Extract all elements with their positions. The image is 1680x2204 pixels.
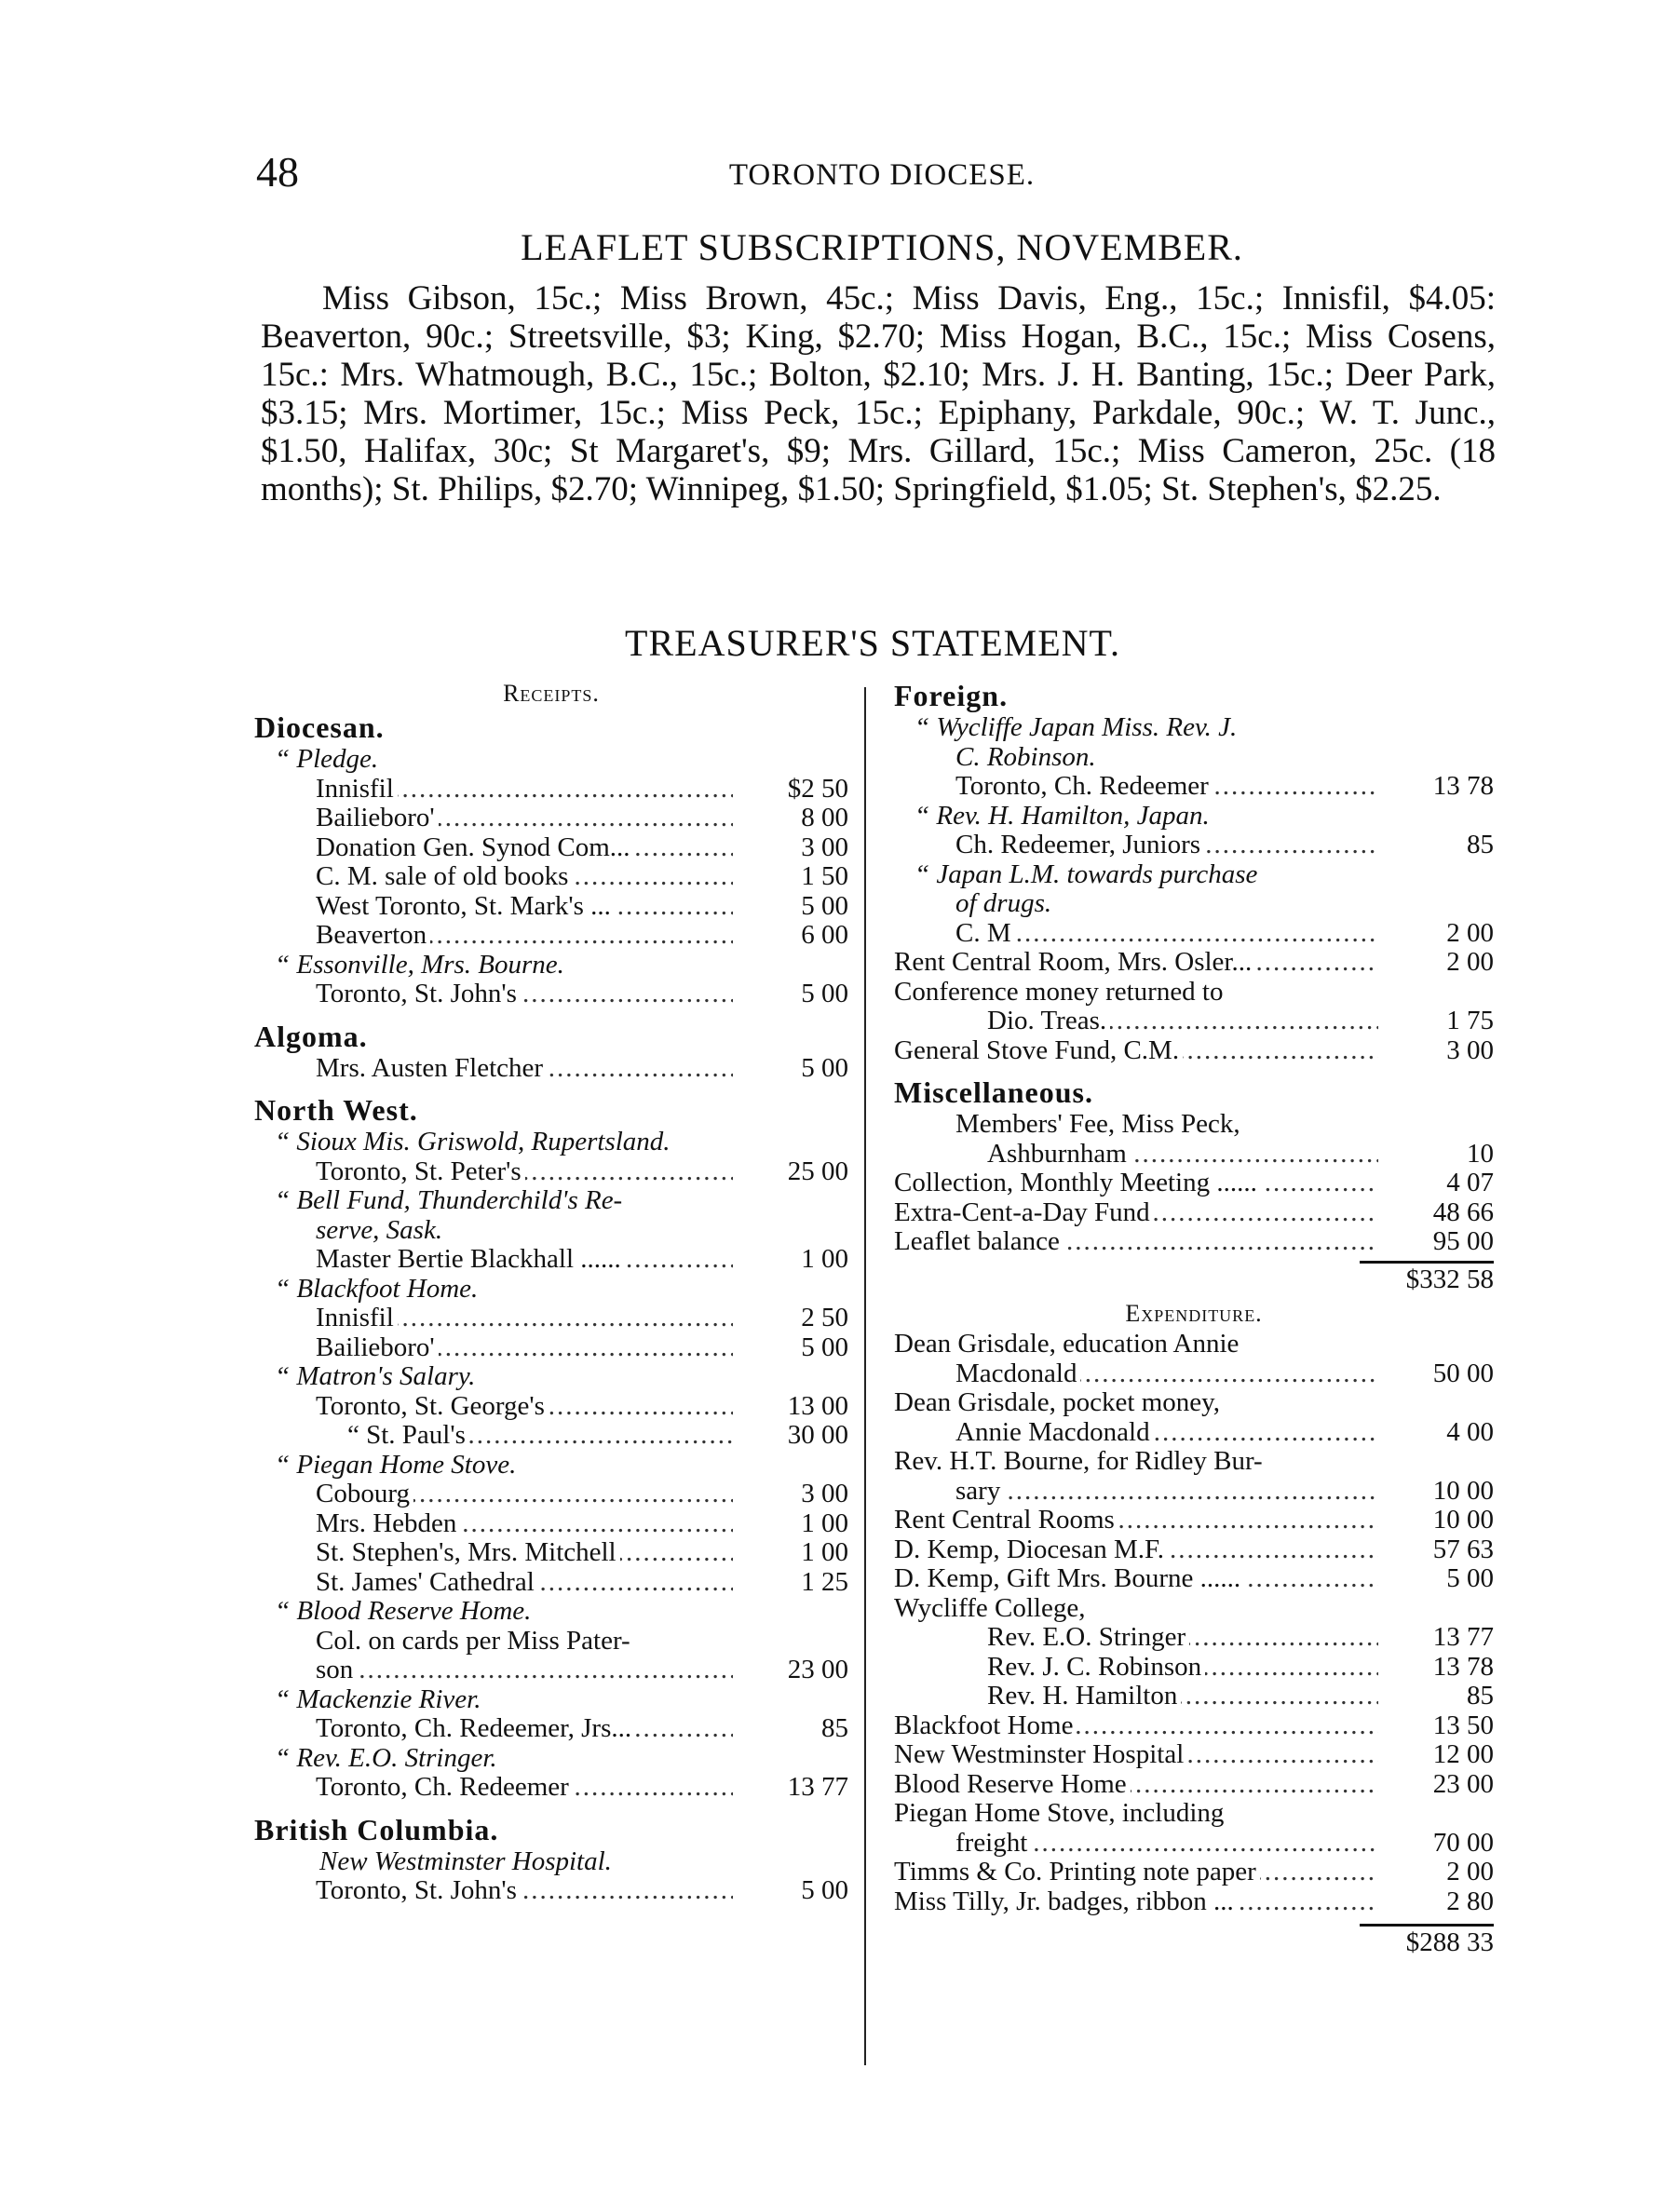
row-label: Blackfoot Home xyxy=(894,1711,1077,1740)
foreign-list xyxy=(894,678,1494,1257)
row-amount: 85 xyxy=(1467,1681,1494,1710)
row-label: “ St. Paul's xyxy=(347,1421,469,1450)
statement-row xyxy=(894,889,1494,919)
statement-row xyxy=(894,860,1494,890)
statement-row xyxy=(894,1447,1494,1477)
row-label: Rev. E.O. Stringer xyxy=(987,1623,1189,1652)
row-label: “ Piegan Home Stove. xyxy=(275,1451,520,1480)
row-label: Beaverton xyxy=(316,921,430,950)
statement-row xyxy=(894,1594,1494,1624)
row-amount: 48 66 xyxy=(1432,1197,1494,1227)
row-label: Blood Reserve Home xyxy=(894,1770,1131,1799)
row-label: “ Rev. H. Hamilton, Japan. xyxy=(915,802,1213,831)
statement-row xyxy=(894,1198,1494,1228)
statement-row xyxy=(894,1623,1494,1653)
row-label: Cobourg xyxy=(316,1480,413,1508)
statement-row xyxy=(254,1744,848,1774)
row-label: “ Blood Reserve Home. xyxy=(275,1597,535,1626)
receipts-total: $332 58 xyxy=(1405,1264,1494,1294)
row-label: Mrs. Hebden xyxy=(316,1509,460,1538)
row-label: freight xyxy=(955,1829,1031,1858)
row-amount: 3 00 xyxy=(801,1479,848,1508)
leaflet-paragraph: Miss Gibson, 15c.; Miss Brown, 45c.; Miss Davis, Eng., 15c.; Innisfil, $4.05: Beaverton, 90c.; Streetsville, $3; King, $2.70; Miss Hogan, B.C., 15c.; Miss Cosens, 15c.: Mrs. Whatmough, B.C., 15c.; Bolton, $2.10; Mrs. J. H. Banting, 15c.; Deer Park, $3.15; Mrs. Mortimer, 15c.; Miss Peck, 15c.; Epiphany, Parkdale, 90c.; W. T. Junc., $1.50, Halifax, 30c; St Margaret's, $9; Mrs. Gillard, 15c.; Miss Cameron, 25c. (18 months); St. Philips, $2.70; Winnipeg, $1.50; Springfield, $1.05; St. Stephen's, $2.25. xyxy=(261,279,1496,508)
row-label: Conference money returned to xyxy=(894,978,1227,1007)
statement-row xyxy=(254,1216,848,1246)
row-amount: 13 77 xyxy=(787,1772,848,1802)
row-label: Toronto, St. John's xyxy=(316,980,521,1008)
expenditure-total: $288 33 xyxy=(1405,1927,1494,1957)
row-label: Miss Tilly, Jr. badges, ribbon ... xyxy=(894,1887,1238,1916)
row-amount: 10 00 xyxy=(1432,1475,1494,1506)
row-amount: 13 78 xyxy=(1432,1651,1494,1682)
statement-row xyxy=(254,862,848,892)
statement-row xyxy=(894,1506,1494,1535)
row-amount: 4 00 xyxy=(1446,1416,1494,1447)
section-heading xyxy=(254,1019,848,1054)
statement-row xyxy=(254,1876,848,1906)
statement-row xyxy=(254,804,848,833)
statement-row xyxy=(254,1054,848,1084)
statement-row xyxy=(254,951,848,980)
row-amount: 1 00 xyxy=(801,1508,848,1538)
statement-row xyxy=(894,978,1494,1007)
row-label: Extra-Cent-a-Day Fund xyxy=(894,1198,1154,1227)
statement-row xyxy=(894,1477,1494,1507)
row-amount: 13 50 xyxy=(1432,1710,1494,1740)
row-label: son xyxy=(316,1656,357,1684)
row-label: C. Robinson. xyxy=(955,743,1100,772)
statement-row xyxy=(894,1799,1494,1829)
page-number: 48 xyxy=(256,148,299,196)
row-label: “ Essonville, Mrs. Bourne. xyxy=(275,951,568,980)
row-label: Ashburnham xyxy=(987,1140,1131,1169)
row-label: C. M xyxy=(955,919,1015,948)
row-amount: 2 00 xyxy=(1446,1857,1494,1886)
row-label: Bailieboro' xyxy=(316,804,439,832)
row-amount: $2 50 xyxy=(787,773,848,804)
statement-row xyxy=(254,1275,848,1305)
statement-row xyxy=(254,892,848,922)
row-amount: 1 75 xyxy=(1446,1006,1494,1035)
row-amount: 1 00 xyxy=(801,1244,848,1274)
statement-row xyxy=(254,1333,848,1363)
row-label: Rent Central Rooms xyxy=(894,1506,1118,1535)
row-label: Mrs. Austen Fletcher xyxy=(316,1054,547,1083)
row-label: Collection, Monthly Meeting ...... xyxy=(894,1169,1261,1197)
row-label: Rev. H. Hamilton xyxy=(987,1682,1181,1710)
statement-row xyxy=(894,1140,1494,1170)
statement-row xyxy=(254,1597,848,1627)
row-amount: 57 63 xyxy=(1432,1534,1494,1564)
row-amount: 50 00 xyxy=(1432,1358,1494,1388)
statement-row xyxy=(254,1714,848,1744)
foreign-column xyxy=(894,678,1494,1958)
row-label: Toronto, St. John's xyxy=(316,1876,521,1905)
row-label: “ Wycliffe Japan Miss. Rev. J. xyxy=(915,713,1240,742)
row-label: Rent Central Room, Mrs. Osler... xyxy=(894,948,1255,977)
row-label: Foreign. xyxy=(894,679,1011,712)
receipts-heading: Receipts. xyxy=(503,680,600,707)
row-amount: 85 xyxy=(821,1713,848,1743)
row-label: Bailieboro' xyxy=(316,1333,439,1362)
row-amount: 8 00 xyxy=(801,803,848,832)
statement-row xyxy=(254,1186,848,1216)
treasurer-heading: TREASURER'S STATEMENT. xyxy=(625,622,1120,664)
row-amount: 5 00 xyxy=(801,1332,848,1362)
row-amount: 23 00 xyxy=(787,1655,848,1684)
statement-row xyxy=(894,1858,1494,1887)
row-amount: 3 00 xyxy=(1446,1034,1494,1065)
row-amount: 13 77 xyxy=(1432,1622,1494,1652)
expenditure-total-row xyxy=(894,1928,1494,1958)
row-amount: 2 80 xyxy=(1446,1886,1494,1916)
statement-row xyxy=(254,1245,848,1275)
statement-row xyxy=(254,1451,848,1481)
row-label: New Westminster Hospital xyxy=(894,1740,1187,1769)
statement-row xyxy=(254,1538,848,1568)
row-label: “ Japan L.M. towards purchase xyxy=(915,860,1261,889)
statement-row xyxy=(254,1304,848,1333)
statement-row xyxy=(254,1509,848,1539)
section-heading xyxy=(254,710,848,745)
row-amount: 25 00 xyxy=(787,1156,848,1186)
row-label: “ Rev. E.O. Stringer. xyxy=(275,1744,501,1773)
row-label: Wycliffe College, xyxy=(894,1594,1089,1623)
row-amount: 12 00 xyxy=(1432,1739,1494,1769)
section-heading xyxy=(254,1092,848,1128)
row-label: North West. xyxy=(254,1093,422,1127)
section-heading xyxy=(894,678,1494,713)
row-amount: 5 00 xyxy=(1446,1563,1494,1593)
row-label: Donation Gen. Synod Com... xyxy=(316,833,634,862)
statement-row xyxy=(254,1392,848,1422)
statement-row xyxy=(894,1388,1494,1418)
row-label: Rev. J. C. Robinson xyxy=(987,1653,1205,1682)
statement-row xyxy=(254,745,848,775)
row-label: Macdonald xyxy=(955,1359,1080,1388)
expenditure-heading: Expenditure. xyxy=(1125,1300,1263,1327)
statement-row xyxy=(254,1627,848,1656)
statement-row xyxy=(894,1330,1494,1359)
row-amount: 5 00 xyxy=(801,1052,848,1083)
row-label: Master Bertie Blackhall ...... xyxy=(316,1245,625,1274)
row-label: Timms & Co. Printing note paper xyxy=(894,1858,1260,1886)
row-label: St. James' Cathedral xyxy=(316,1568,538,1597)
receipts-column xyxy=(254,678,848,1906)
row-label: serve, Sask. xyxy=(316,1216,446,1245)
statement-row xyxy=(894,802,1494,832)
statement-row xyxy=(894,948,1494,978)
running-head: TORONTO DIOCESE. xyxy=(728,158,1036,192)
row-label: Ch. Redeemer, Juniors xyxy=(955,831,1204,859)
row-amount: 13 00 xyxy=(787,1390,848,1421)
row-label: sary xyxy=(955,1477,1004,1506)
row-label: Innisfil xyxy=(316,1304,398,1332)
row-label: “ Mackenzie River. xyxy=(275,1685,484,1714)
row-label: “ Sioux Mis. Griswold, Rupertsland. xyxy=(275,1128,674,1156)
row-amount: 2 00 xyxy=(1446,947,1494,977)
row-label: Col. on cards per Miss Pater- xyxy=(316,1627,634,1656)
statement-row xyxy=(894,1110,1494,1140)
row-label: Leaflet balance xyxy=(894,1227,1064,1256)
statement-row xyxy=(894,1653,1494,1683)
row-label: Miscellaneous. xyxy=(894,1075,1097,1109)
row-amount: 2 00 xyxy=(1446,917,1494,948)
statement-row xyxy=(254,775,848,805)
row-label: “ Blackfoot Home. xyxy=(275,1275,481,1304)
row-amount: 85 xyxy=(1467,830,1494,859)
statement-row xyxy=(894,1227,1494,1257)
row-amount: 3 00 xyxy=(801,832,848,862)
leaflet-heading: LEAFLET SUBSCRIPTIONS, NOVEMBER. xyxy=(521,226,1243,268)
statement-row xyxy=(894,1887,1494,1917)
row-amount: 5 00 xyxy=(801,1875,848,1905)
statement-row xyxy=(254,1656,848,1685)
row-label: D. Kemp, Gift Mrs. Bourne ...... xyxy=(894,1564,1244,1593)
statement-row xyxy=(254,1157,848,1187)
statement-row xyxy=(894,1740,1494,1770)
statement-row xyxy=(894,919,1494,949)
row-label: D. Kemp, Diocesan M.F. xyxy=(894,1535,1168,1564)
statement-row xyxy=(894,1418,1494,1448)
statement-row xyxy=(894,1535,1494,1565)
row-label: of drugs. xyxy=(955,889,1055,918)
row-label: Annie Macdonald xyxy=(955,1418,1154,1447)
column-divider xyxy=(864,687,866,2065)
row-amount: 4 07 xyxy=(1446,1168,1494,1197)
row-label: Toronto, St. George's xyxy=(316,1392,549,1421)
statement-row xyxy=(894,831,1494,860)
row-label: Toronto, Ch. Redeemer xyxy=(955,772,1213,801)
statement-row xyxy=(254,1773,848,1803)
row-amount: 23 00 xyxy=(1432,1768,1494,1799)
row-label: Piegan Home Stove, including xyxy=(894,1799,1227,1828)
row-amount: 95 00 xyxy=(1432,1226,1494,1256)
row-label: Toronto, Ch. Redeemer, Jrs... xyxy=(316,1714,635,1743)
row-label: West Toronto, St. Mark's ... xyxy=(316,892,615,921)
row-amount: 30 00 xyxy=(787,1420,848,1450)
row-label: “ Bell Fund, Thunderchild's Re- xyxy=(275,1186,626,1215)
row-amount: 10 00 xyxy=(1432,1505,1494,1535)
row-label: Members' Fee, Miss Peck, xyxy=(955,1110,1244,1139)
row-label: Dean Grisdale, pocket money, xyxy=(894,1388,1224,1417)
row-amount: 70 00 xyxy=(1432,1827,1494,1858)
statement-row xyxy=(894,1359,1494,1389)
section-heading xyxy=(254,1812,848,1847)
row-label: St. Stephen's, Mrs. Mitchell xyxy=(316,1538,620,1567)
statement-row xyxy=(894,1036,1494,1066)
row-label: Dio. Treas. xyxy=(987,1007,1110,1035)
row-amount: 5 00 xyxy=(801,979,848,1008)
row-amount: 13 78 xyxy=(1432,771,1494,801)
row-label: Diocesan. xyxy=(254,710,388,744)
statement-row xyxy=(894,1564,1494,1594)
statement-row xyxy=(894,743,1494,773)
row-label: C. M. sale of old books xyxy=(316,862,572,891)
statement-row xyxy=(894,1682,1494,1711)
row-label: New Westminster Hospital. xyxy=(275,1847,616,1876)
statement-row xyxy=(254,1568,848,1598)
statement-row xyxy=(254,1847,848,1877)
row-label: Toronto, Ch. Redeemer xyxy=(316,1773,573,1802)
row-amount: 2 50 xyxy=(801,1303,848,1332)
statement-row xyxy=(254,980,848,1009)
row-label: “ Matron's Salary. xyxy=(275,1362,479,1391)
row-amount: 1 50 xyxy=(801,861,848,891)
receipts-list xyxy=(254,710,848,1906)
row-label: Rev. H.T. Bourne, for Ridley Bur- xyxy=(894,1447,1267,1476)
row-label: Dean Grisdale, education Annie xyxy=(894,1330,1242,1359)
statement-row xyxy=(894,1829,1494,1859)
statement-row xyxy=(894,772,1494,802)
statement-row xyxy=(254,833,848,863)
row-label: Algoma. xyxy=(254,1020,372,1053)
statement-row xyxy=(254,1362,848,1392)
row-label: British Columbia. xyxy=(254,1813,502,1846)
statement-row xyxy=(254,1685,848,1715)
row-label: Toronto, St. Peter's xyxy=(316,1157,525,1186)
row-amount: 5 00 xyxy=(801,890,848,921)
row-amount: 10 xyxy=(1467,1138,1494,1169)
statement-row xyxy=(254,1421,848,1451)
statement-row xyxy=(254,1128,848,1157)
statement-row xyxy=(894,1711,1494,1741)
row-label: “ Pledge. xyxy=(275,745,382,774)
expenditure-list xyxy=(894,1330,1494,1916)
statement-row xyxy=(254,921,848,951)
statement-row xyxy=(894,1169,1494,1198)
statement-row xyxy=(894,1007,1494,1036)
section-heading xyxy=(894,1075,1494,1110)
statement-row xyxy=(894,713,1494,743)
row-amount: 1 25 xyxy=(801,1566,848,1597)
row-label: General Stove Fund, C.M. xyxy=(894,1036,1183,1065)
statement-row xyxy=(254,1480,848,1509)
statement-row xyxy=(894,1770,1494,1800)
row-amount: 1 00 xyxy=(801,1537,848,1567)
row-label: Innisfil xyxy=(316,775,398,804)
receipts-total-row xyxy=(894,1265,1494,1295)
row-amount: 6 00 xyxy=(801,920,848,950)
